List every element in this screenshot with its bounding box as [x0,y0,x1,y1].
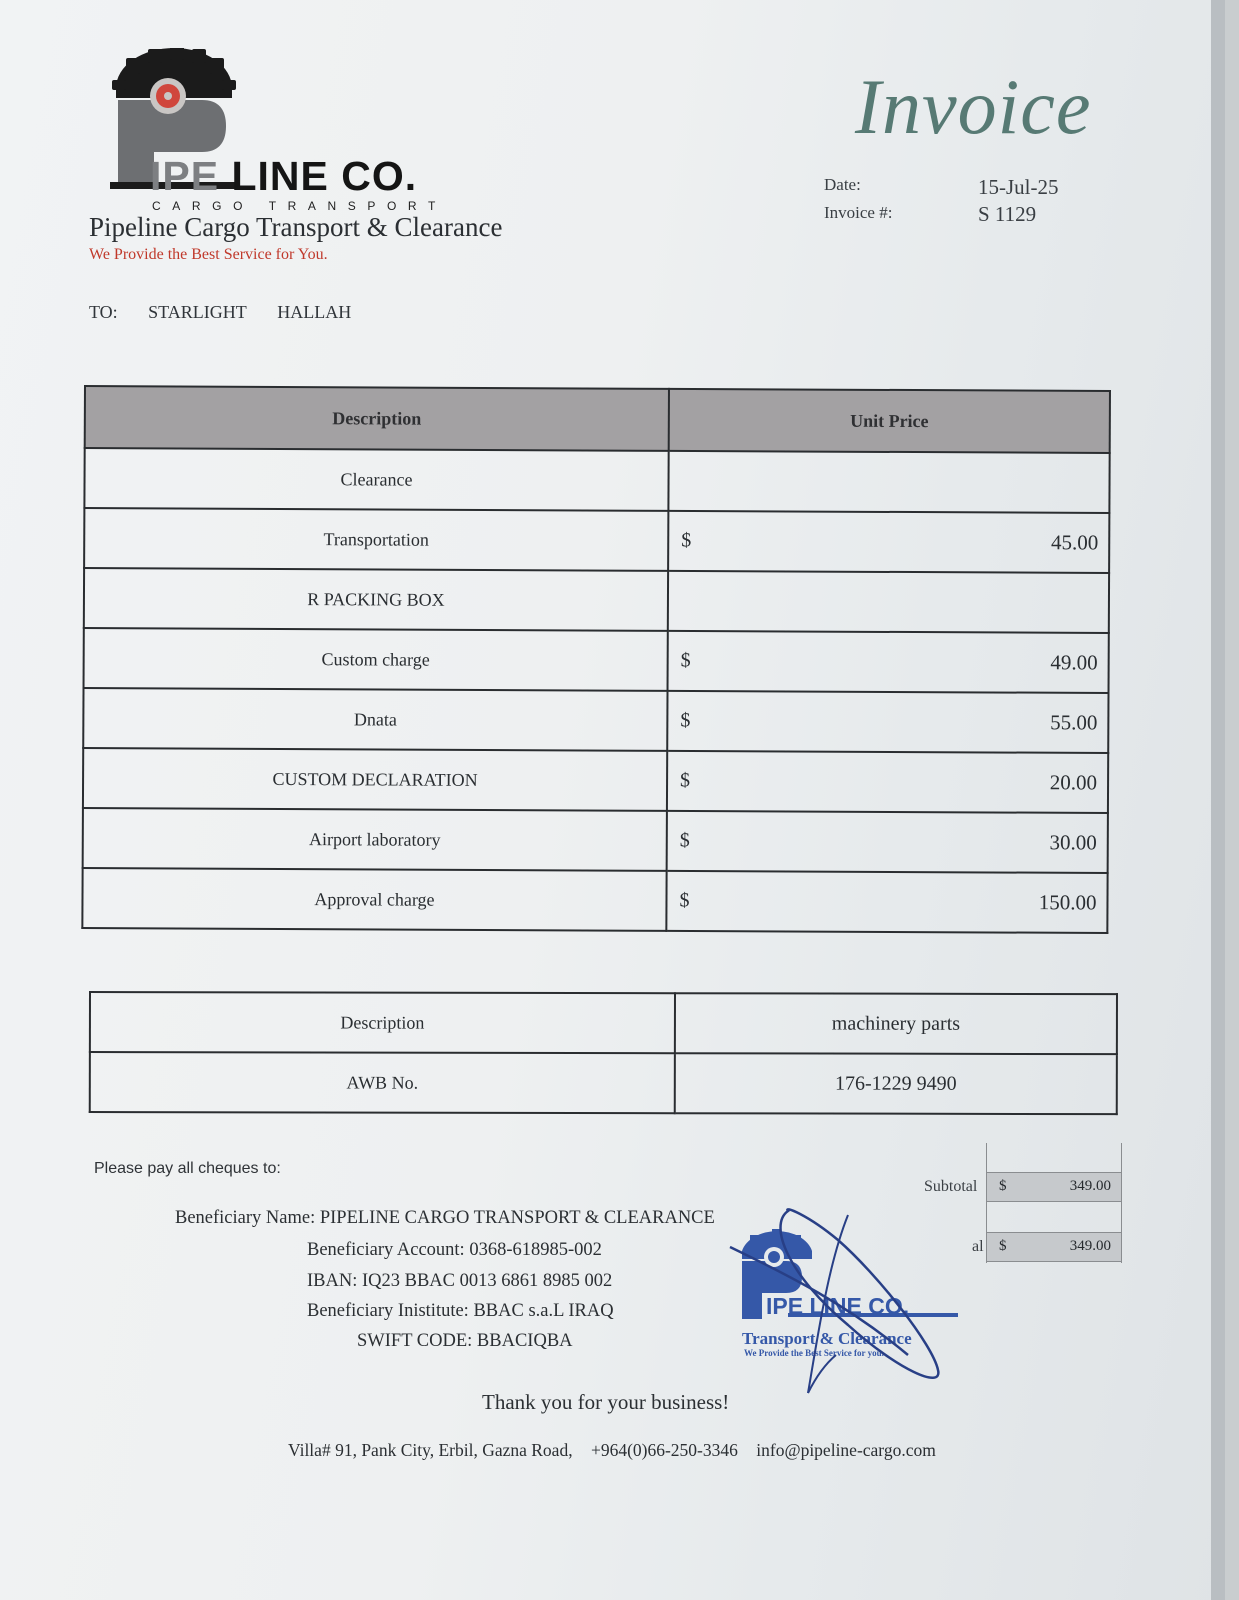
beneficiary-account: Beneficiary Account: 0368-618985-002 [307,1240,602,1260]
iban: IBAN: IQ23 BBAC 0013 6861 8985 002 [307,1271,613,1291]
charge-row [84,448,1109,513]
charge-amount: 45.00 [1050,530,1099,555]
charge-unit-price [667,811,1108,873]
shipment-row [90,992,1117,1054]
recipient [89,302,377,323]
footer-address: Villa# 91, Pank City, Erbil, Gazna Road, [288,1440,573,1460]
charge-amount: 150.00 [1038,890,1097,915]
beneficiary-name: Beneficiary Name: PIPELINE CARGO TRANSPORT & CLEARANCE [175,1208,715,1228]
thank-you-message: Thank you for your business! [482,1390,730,1414]
charge-unit-price [667,691,1108,753]
footer-email: info@pipeline-cargo.com [756,1440,936,1460]
total-label: al [972,1238,984,1255]
charge-description: Approval charge [82,868,666,931]
stamp-company-name: IPE LINE CO. [766,1293,910,1319]
charge-unit-price [668,631,1109,693]
company-slogan: We Provide the Best Service for You. [89,246,328,263]
charge-currency: $ [679,889,690,912]
total-cell [986,1232,1122,1262]
page-edge [1211,0,1225,1600]
charge-row [82,868,1107,933]
footer-contact [288,1440,950,1461]
charge-description: Airport laboratory [83,808,667,871]
stamp-tagline: Transport & Clearance [742,1329,912,1348]
charge-row [83,808,1108,873]
recipient-name-second: HALLAH [277,302,352,322]
date-label: Date: [824,175,861,194]
charge-amount: 30.00 [1049,830,1097,855]
shipment-row [90,1052,1117,1114]
charge-unit-price [666,871,1107,933]
charge-currency: $ [681,529,692,552]
invoice-title: Invoice [855,63,1092,150]
charge-description: Dnata [83,688,667,751]
charge-amount: 20.00 [1049,770,1098,795]
charges-table [81,385,1111,934]
charge-description: Transportation [84,508,668,571]
charge-currency: $ [680,769,691,792]
charge-currency: $ [680,709,691,732]
total-amount: 349.00 [1069,1238,1111,1254]
beneficiary-institute: Beneficiary Inistitute: BBAC s.a.L IRAQ [307,1301,614,1321]
charge-row [83,688,1108,753]
charge-description: R PACKING BOX [84,568,668,631]
shipment-table [89,991,1118,1115]
charges-header-row [85,386,1110,453]
charge-description: Clearance [84,448,668,511]
charge-amount: 49.00 [1050,650,1098,675]
charge-row [84,508,1109,573]
logo-subtitle: CARGO TRANSPORT [152,199,447,213]
signature [728,1205,988,1405]
charge-description: CUSTOM DECLARATION [83,748,667,811]
subtotal-cell [986,1172,1122,1202]
total-currency: $ [999,1238,1007,1254]
footer-phone: +964(0)66-250-3346 [590,1440,738,1460]
company-stamp [728,1205,988,1405]
charge-unit-price [668,511,1109,573]
shipment-field-value: machinery parts [675,993,1117,1054]
subtotal-amount: 349.00 [1069,1178,1111,1194]
shipment-field-label: Description [90,992,675,1053]
recipient-name-first: STARLIGHT [148,302,247,322]
charge-row [84,628,1109,693]
swift-code: SWIFT CODE: BBACIQBA [357,1331,573,1351]
stamp-slogan: We Provide the Best Service for you. [744,1348,884,1358]
date-value: 15-Jul-25 [978,175,1059,199]
subtotal-currency: $ [999,1178,1007,1194]
company-logo [110,48,460,218]
charge-currency: $ [679,829,690,852]
subtotal-label: Subtotal [924,1178,978,1195]
charge-unit-price [668,571,1109,633]
payment-label: Please pay all cheques to: [94,1160,281,1177]
charge-row [84,568,1109,633]
invoice-number-label: Invoice #: [824,203,893,222]
charge-unit-price [668,451,1109,513]
logo-wordmark: IPE LINE CO. [150,153,418,199]
recipient-label: TO: [89,302,118,322]
charge-amount: 55.00 [1050,710,1098,735]
charge-row [83,748,1108,813]
charge-currency: $ [680,649,691,672]
shipment-field-label: AWB No. [90,1052,675,1113]
shipment-field-value: 176-1229 9490 [675,1053,1117,1114]
company-name: Pipeline Cargo Transport & Clearance [89,212,503,242]
charge-unit-price [667,751,1108,813]
unit-price-header: Unit Price [669,389,1110,453]
description-header: Description [85,386,669,451]
invoice-number-value: S 1129 [978,202,1037,226]
charge-description: Custom charge [84,628,668,691]
